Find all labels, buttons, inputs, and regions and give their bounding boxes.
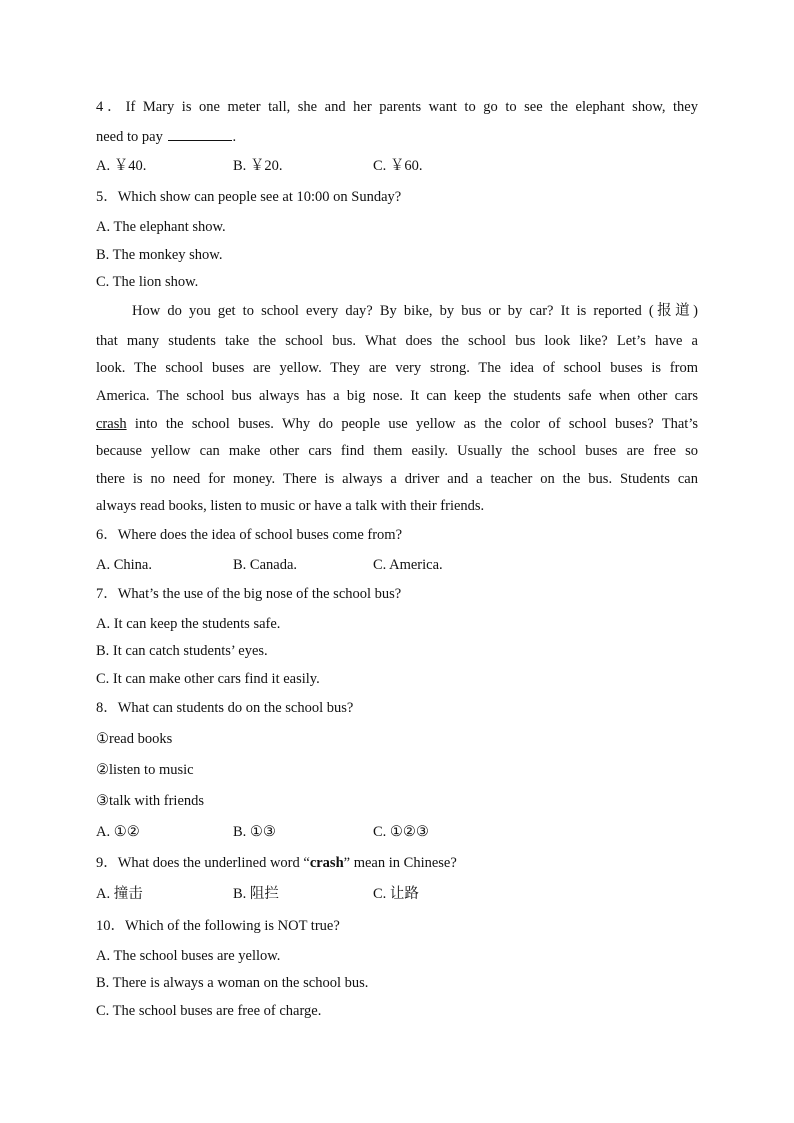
passage-line-1: How do you get to school every day? By bike, by bus or by car? It is reported (报道) <box>132 303 698 319</box>
q9-stem-post: ” mean in Chinese? <box>343 855 457 871</box>
q6-option-a: A. China. <box>96 557 152 573</box>
passage-line-7: there is no need for money. There is always a driver and a teacher on the bus. Students can <box>96 471 698 487</box>
q8-item-3: ③talk with friends <box>96 793 205 809</box>
q10-option-b: B. There is always a woman on the school bus. <box>96 975 369 991</box>
q4-option-a: A. ￥40. <box>96 158 147 174</box>
q7-option-a: A. It can keep the students safe. <box>96 616 281 632</box>
q10-option-a: A. The school buses are yellow. <box>96 948 281 964</box>
q8-options <box>96 822 429 842</box>
q9-stem-word: crash <box>309 855 344 871</box>
passage-line-4: America. The school bus always has a big nose. It can keep the students safe when other cars <box>96 388 698 404</box>
q4-option-b: B. ￥20. <box>233 158 283 174</box>
q5-stem: 5．Which show can people see at 10:00 on Sunday? <box>96 189 402 205</box>
q6-options <box>96 555 443 575</box>
q5-option-a: A. The elephant show. <box>96 219 226 235</box>
passage-line-5-rest: into the school buses. Why do people use yellow as the color of school buses? That’s <box>126 416 698 432</box>
q5-option-b: B. The monkey show. <box>96 247 223 263</box>
q7-option-c: C. It can make other cars find it easily. <box>96 671 320 687</box>
q6-stem: 6．Where does the idea of school buses come from? <box>96 527 403 543</box>
q9-option-c: C. 让路 <box>373 886 419 902</box>
q8-option-b: B. ①③ <box>233 824 276 840</box>
q9-stem-pre: 9．What does the underlined word “ <box>96 855 310 871</box>
passage-line-6: because yellow can make other cars find them easily. Usually the school buses are free so <box>96 443 698 459</box>
q4-stem-end: . <box>232 129 237 145</box>
passage-line-5 <box>96 414 698 434</box>
q7-option-b: B. It can catch students’ eyes. <box>96 643 268 659</box>
q4-stem-text: need to pay <box>96 129 163 145</box>
q4-answer-blank <box>168 127 232 141</box>
q7-stem: 7．What’s the use of the big nose of the school bus? <box>96 586 402 602</box>
underlined-word-crash: crash <box>96 416 127 432</box>
q4-stem-line1: 4．If Mary is one meter tall, she and her parents want to go to see the elephant show, they <box>96 99 698 115</box>
q8-item-2: ②listen to music <box>96 762 194 778</box>
q8-stem: 8．What can students do on the school bus? <box>96 700 354 716</box>
q10-option-c: C. The school buses are free of charge. <box>96 1003 322 1019</box>
q6-option-c: C. America. <box>373 557 443 573</box>
q9-options <box>96 884 419 904</box>
passage-line-3: look. The school buses are yellow. They are very strong. The idea of school buses is from <box>96 360 698 376</box>
q5-option-c: C. The lion show. <box>96 274 199 290</box>
passage-line-2: that many students take the school bus. What does the school bus look like? Let’s have a <box>96 333 698 349</box>
q4-option-c: C. ￥60. <box>373 158 423 174</box>
q8-option-c: C. ①②③ <box>373 824 429 840</box>
q9-option-a: A. 撞击 <box>96 886 143 902</box>
q8-option-a: A. ①② <box>96 824 140 840</box>
passage-line-8: always read books, listen to music or have a talk with their friends. <box>96 498 485 514</box>
q6-option-b: B. Canada. <box>233 557 298 573</box>
q9-stem <box>96 853 457 873</box>
q9-option-b: B. 阻拦 <box>233 886 279 902</box>
q10-stem: 10．Which of the following is NOT true? <box>96 918 340 934</box>
q4-stem-line2 <box>96 127 236 147</box>
q8-item-1: ①read books <box>96 731 173 747</box>
q4-options <box>96 156 423 176</box>
